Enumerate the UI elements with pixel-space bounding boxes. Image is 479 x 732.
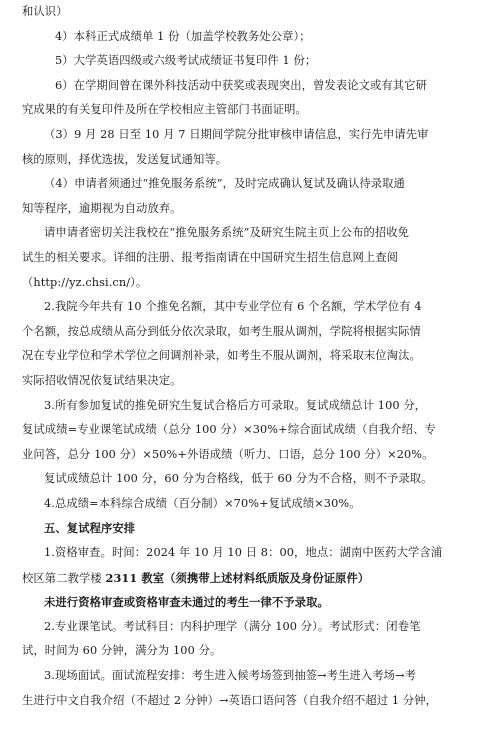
text-line-s51-l1	[22, 541, 460, 566]
text-line-s3-l2: 复试成绩=专业课笔试成绩（总分 100 分）×30%+综合面试成绩（自我介绍、专	[22, 423, 436, 437]
text-segment: 校区第二教学楼	[22, 571, 106, 585]
text-line-item-3-l1: （3）9 月 28 日至 10 月 7 日期间学院分批审核申请信息，实行先申请先审	[44, 127, 429, 141]
text-line-s3-l1: 3.所有参加复试的推免研究生复试合格后方可录取。复试成绩总计 100 分，	[44, 398, 427, 412]
text-line-s3-l4: 复试成绩总计 100 分，60 分为合格线，低于 60 分为不合格，则不予录取。	[44, 472, 433, 486]
text-line-item-4b-l2: 知等程序，逾期视为自动放弃。	[22, 201, 182, 215]
text-line-notice-l2: 试生的相关要求。详细的注册、报考指南请在中国研究生招生信息网上查阅	[22, 250, 399, 264]
text-line-s53-l2: 生进行中文自我介绍（不超过 2 分钟）→英语口语问答（自我介绍不超过 1 分钟，	[22, 693, 438, 707]
text-line-s2-l3: 况在专业学位和学术学位之间调剂补录，如考生不服从调剂，将采取末位淘汰。	[22, 349, 421, 363]
text-line-s3-l3: 业问答，总分 100 分）×50%+外语成绩（听力、口语，总分 100 分）×20%。	[22, 447, 434, 461]
text-line-s2-l1: 2.我院今年共有 10 个推免名额，其中专业学位有 6 个名额，学术学位有 4	[44, 300, 422, 314]
text-line-notice-l3: （http://yz.chsi.cn/）。	[22, 275, 148, 289]
text-segment: （须携带上述材料纸质版及身份证原件）	[164, 570, 370, 585]
text-line-item-4b-l1: （4）申请者须通过“推免服务系统”，及时完成确认复试及确认待录取通	[44, 177, 405, 191]
text-line-s4-l1: 4.总成绩=本科综合成绩（百分制）×70%+复试成绩×30%。	[44, 496, 361, 510]
document-page	[22, 0, 460, 713]
text-line-s2-l4: 实际招收情况依复试结果决定。	[22, 373, 182, 387]
text-line-p0-l0: 和认识）	[22, 5, 68, 18]
text-line-s2-l2: 个名额，按总成绩从高分到低分依次录取，如考生服从调剂，学院将根据实际情	[22, 324, 421, 338]
text-line-s53-l1: 3.现场面试。面试流程安排：考生进入候考场签到抽签→考生进入考场→考	[44, 669, 417, 683]
text-line-notice-l1: 请申请者密切关注我校在“推免服务系统”及研究生院主页上公布的招收免	[44, 226, 410, 240]
text-line-s52-l1: 2.专业课笔试。考试科目：内科护理学（满分 100 分）。考试形式：闭卷笔	[44, 619, 421, 633]
text-line-item-3-l2: 核的原则，择优选拔，发送复试通知等。	[22, 152, 228, 166]
text-segment: 1.资格审查。时间：2024 年 10 月 10 日 8：00，地点：湖南中医药大学含浦	[44, 546, 443, 560]
text-line-s52-l2: 试，时间为 60 分钟，满分为 100 分。	[22, 644, 222, 658]
text-line-item-6-l1: 6）在学期间曾在课外科技活动中获奖或表现突出，曾发表论文或有其它研	[55, 78, 427, 92]
text-segment: 2311 教室	[105, 570, 165, 585]
text-line-s51-l2	[22, 566, 460, 591]
text-line-s51-l3: 未进行资格审查或资格审查未通过的考生一律不予录取。	[44, 595, 329, 610]
text-line-item-4: 4）本科正式成绩单 1 份（加盖学校教务处公章）；	[55, 29, 311, 43]
text-line-item-5: 5）大学英语四级或六级考试成绩证书复印件 1 份；	[55, 54, 317, 68]
text-line-section-5-heading: 五、复试程序安排	[44, 521, 136, 536]
text-line-item-6-l2: 究成果的有关复印件及所在学校相应主管部门书面证明。	[22, 103, 307, 117]
